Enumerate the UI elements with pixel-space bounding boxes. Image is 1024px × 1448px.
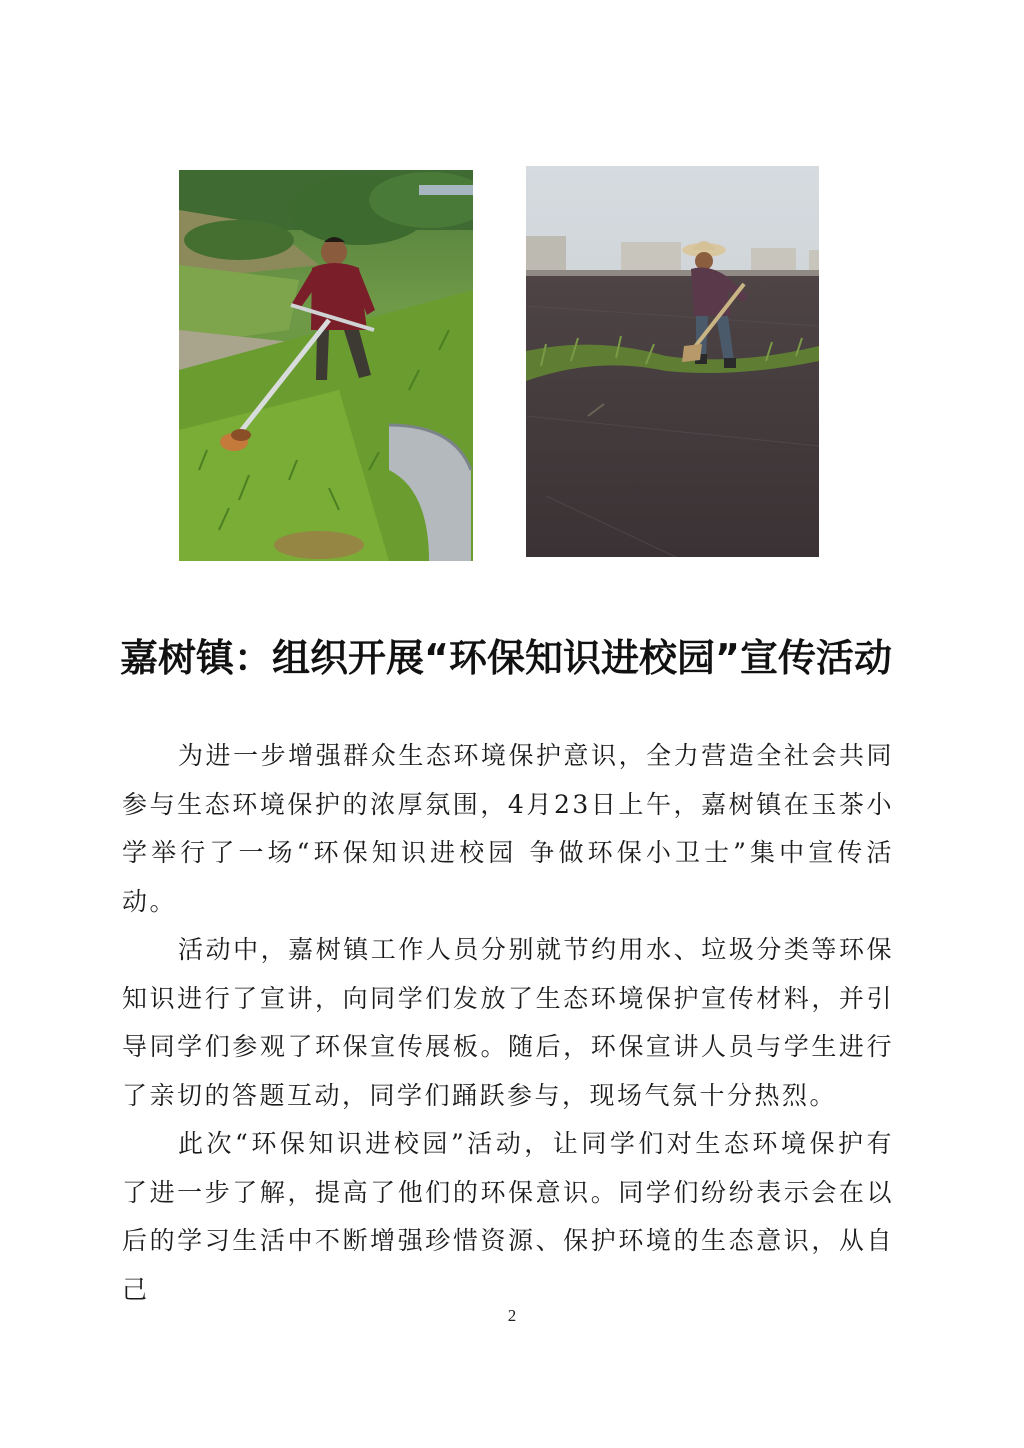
article-headline: 嘉树镇：组织开展“环保知识进校园”宣传活动 (120, 636, 892, 680)
article-body (122, 732, 894, 1314)
weeding-photo (526, 166, 819, 557)
paragraph-1: 为进一步增强群众生态环境保护意识，全力营造全社会共同参与生态环境保护的浓厚氛围，4月23日上午，嘉树镇在玉茶小学举行了一场“环保知识进校园 争做环保小卫士”集中宣传活动。 (122, 741, 894, 916)
page-number: 2 (507, 1306, 517, 1325)
paragraph-2: 活动中，嘉树镇工作人员分别就节约用水、垃圾分类等环保知识进行了宣讲，向同学们发放了生态环境保护宣传材料，并引导同学们参观了环保宣传展板。随后，环保宣讲人员与学生进行了亲切的答题互动，同学们踊跃参与，现场气氛十分热烈。 (122, 935, 894, 1110)
paragraph-3: 此次“环保知识进校园”活动，让同学们对生态环境保护有了进一步了解，提高了他们的环保意识。同学们纷纷表示会在以后的学习生活中不断增强珍惜资源、保护环境的生态意识，从自己 (122, 1129, 894, 1304)
grass-trimming-photo (179, 170, 473, 561)
